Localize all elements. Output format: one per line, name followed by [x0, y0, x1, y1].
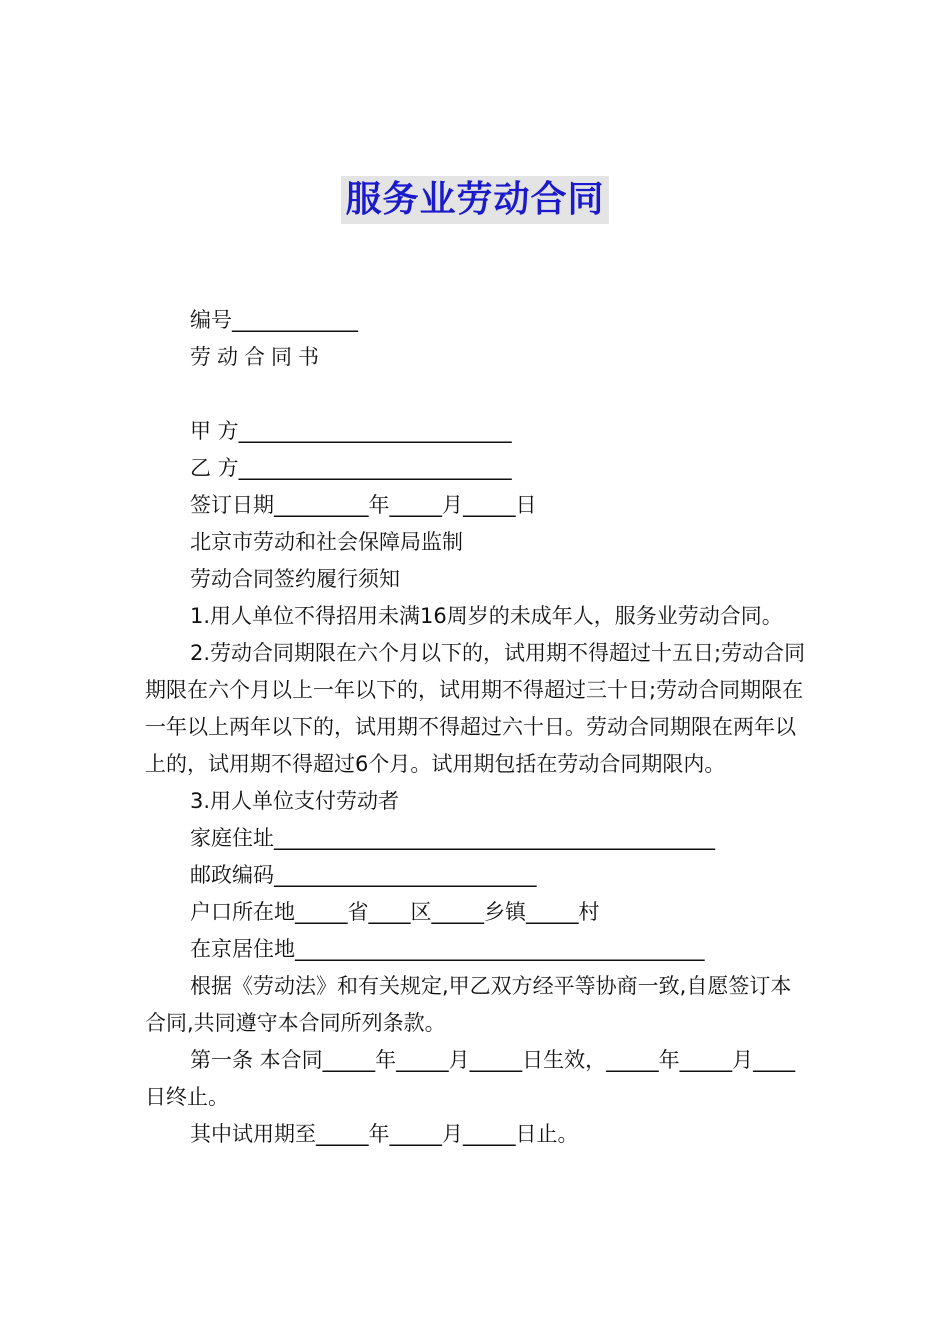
probation-line: 其中试用期至_____年_____月_____日止。 — [190, 1122, 579, 1146]
article-1-paragraph: 第一条 本合同_____年_____月_____日生效，_____年_____月____日终止。 — [145, 1048, 796, 1109]
party-a-line: 甲 方__________________________ — [190, 419, 512, 443]
party-b-line: 乙 方__________________________ — [190, 456, 512, 480]
contract-number-line: 编号____________ — [190, 308, 358, 332]
contract-book-heading: 劳动合同书 — [190, 345, 325, 369]
postcode-line: 邮政编码_________________________ — [190, 863, 537, 887]
sign-date-line: 签订日期_________年_____月_____日 — [190, 493, 537, 517]
hukou-line: 户口所在地_____省____区_____乡镇_____村 — [190, 900, 600, 924]
notice-item-3: 3.用人单位支付劳动者 — [190, 789, 400, 813]
beijing-address-line: 在京居住地_______________________________________ — [190, 937, 705, 961]
notice-item-1: 1.用人单位不得招用未满16周岁的未成年人，服务业劳动合同。 — [190, 604, 783, 628]
document-title: 服务业劳动合同 — [341, 176, 608, 224]
supervisor-line: 北京市劳动和社会保障局监制 — [190, 530, 463, 554]
document-body — [145, 302, 810, 1153]
blank-line — [145, 376, 810, 413]
notice-item-2: 2.劳动合同期限在六个月以下的，试用期不得超过十五日;劳动合同期限在六个月以上一年以下的，试用期不得超过三十日;劳动合同期限在一年以上两年以下的，试用期不得超过六十日。劳动合同期限在两年以上的，试用期不得超过6个月。试用期包括在劳动合同期限内。 — [145, 641, 806, 776]
title-container — [0, 176, 950, 224]
notice-title: 劳动合同签约履行须知 — [190, 567, 400, 591]
home-address-line: 家庭住址__________________________________________ — [190, 826, 715, 850]
legal-basis-paragraph: 根据《劳动法》和有关规定,甲乙双方经平等协商一致,自愿签订本合同,共同遵守本合同所列条款。 — [145, 974, 792, 1035]
